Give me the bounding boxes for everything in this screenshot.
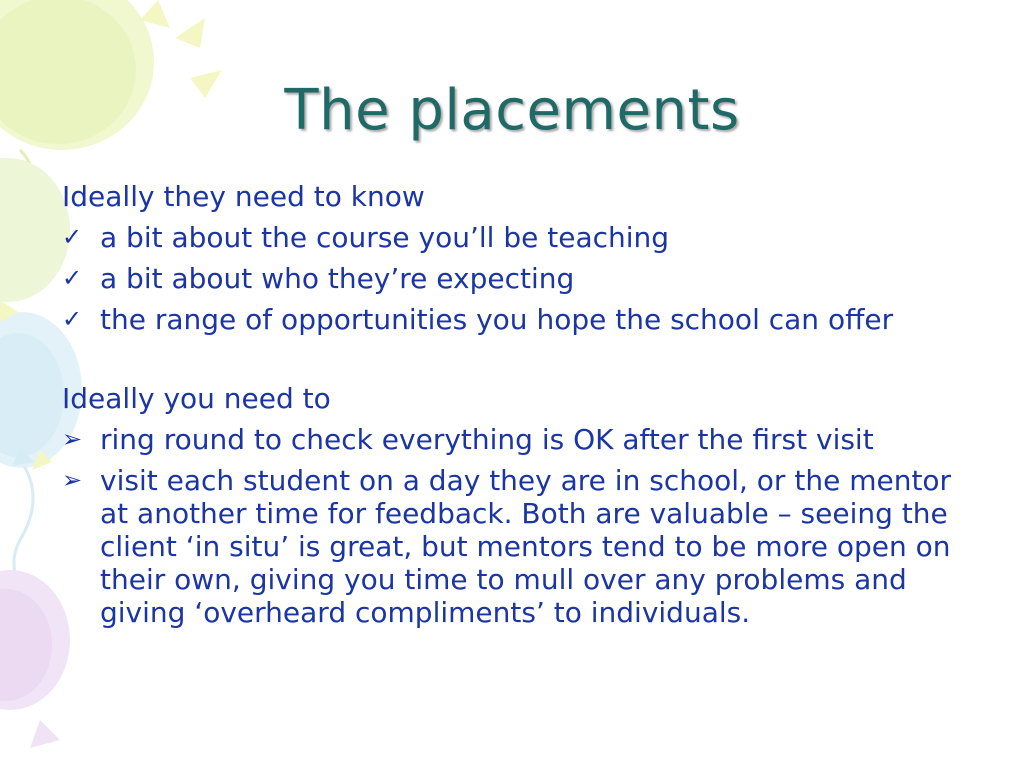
list-item-text: a bit about the course you’ll be teaching: [100, 221, 670, 254]
section-intro-you-need: Ideally you need to: [62, 382, 331, 415]
list-item-text: visit each student on a day they are in school, or the mentor at another time for feedback. Both are valuable – seeing the client ‘in situ’ is great, but mentors tend to be more open on their own, giving you time to mull over any problems and giving ‘overheard compliments’ to individuals.: [100, 464, 952, 629]
arrow-bullet-icon: ➢: [62, 425, 83, 453]
list-item-text: a bit about who they’re expecting: [100, 262, 575, 295]
checkmark-icon: ✓: [62, 223, 83, 251]
arrow-bullet-icon: ➢: [62, 466, 83, 494]
green-balloon: [0, 158, 70, 302]
slide-title: The placements: [284, 78, 740, 143]
list-item: [62, 221, 962, 254]
list-item: [62, 423, 962, 456]
section-intro-they-need: Ideally they need to know: [62, 180, 425, 213]
slide-body: [62, 180, 962, 637]
checkmark-icon: ✓: [62, 305, 83, 333]
list-item: [62, 262, 962, 295]
checkmark-icon: ✓: [62, 264, 83, 292]
list-item: [62, 464, 962, 629]
list-item-text: the range of opportunities you hope the school can offer: [100, 303, 894, 336]
checklist-they-need: [62, 221, 962, 336]
list-item-text: ring round to check everything is OK after the first visit: [100, 423, 874, 456]
checklist-you-need: [62, 423, 962, 629]
list-item: [62, 303, 962, 336]
